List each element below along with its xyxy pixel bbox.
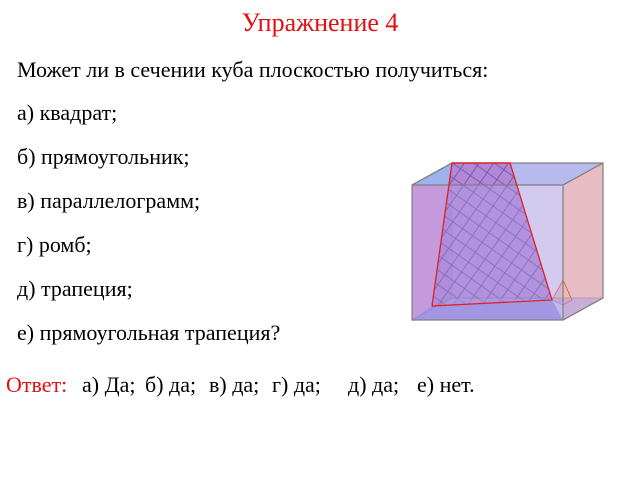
answer-item-e: д) да;: [348, 372, 400, 397]
question-text: Может ли в сечении куба плоскостью получиться:: [17, 57, 489, 82]
option-b: б) прямоугольник;: [17, 144, 190, 169]
answer-item-b: б) да;: [145, 372, 197, 397]
answer-item-f: е) нет.: [417, 372, 475, 397]
option-a: а) квадрат;: [17, 100, 118, 125]
answer-item-c: в) да;: [209, 372, 260, 397]
exercise-title: Упражнение 4: [241, 8, 399, 37]
option-c: в) параллелограмм;: [17, 188, 201, 213]
answer-item-d: г) да;: [272, 372, 321, 397]
answer-item-a: а) Да;: [82, 372, 136, 397]
answer-label: Ответ:: [6, 372, 68, 397]
option-d: г) ромб;: [17, 232, 92, 257]
option-e: д) трапеция;: [17, 276, 133, 301]
option-f: е) прямоугольная трапеция?: [17, 320, 281, 345]
